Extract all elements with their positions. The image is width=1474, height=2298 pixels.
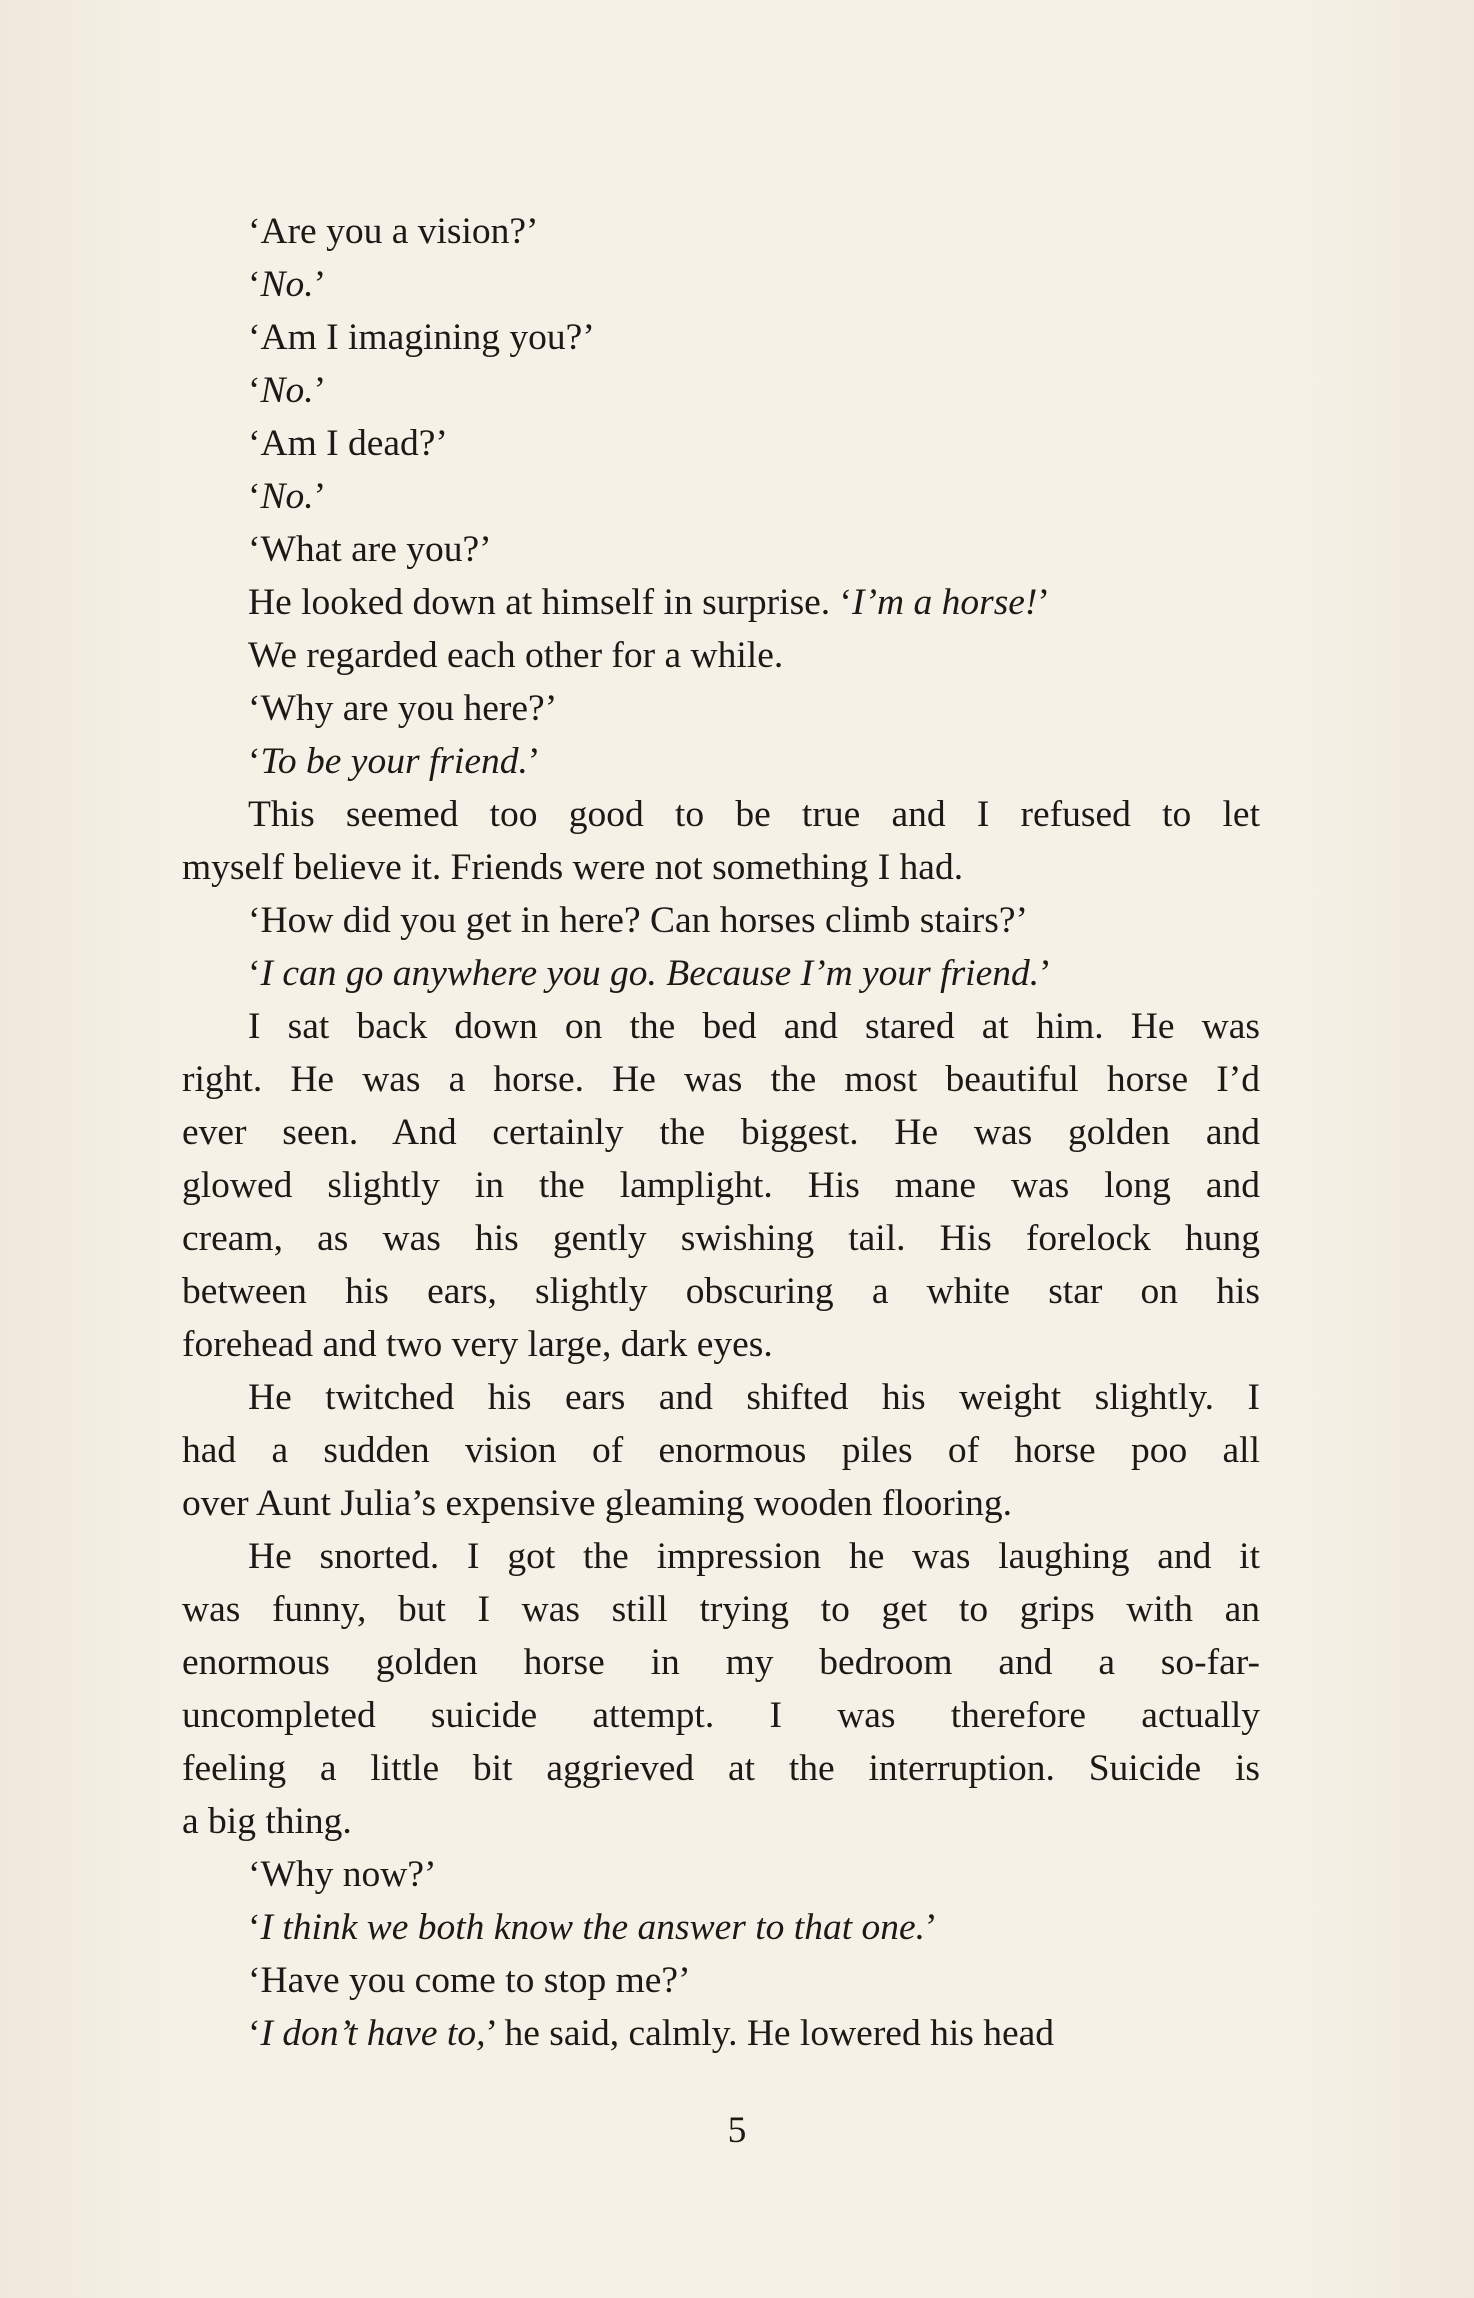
text-line xyxy=(182,1159,1260,1212)
text-segment: over Aunt Julia’s expensive gleaming wooden flooring. xyxy=(182,1483,1013,1524)
paragraph xyxy=(182,470,1260,523)
text-segment: He twitched his ears and shifted his weight slightly. I xyxy=(248,1377,1260,1418)
text-segment: ‘ xyxy=(248,264,261,305)
text-segment: We regarded each other for a while. xyxy=(248,635,784,676)
text-segment: ’ xyxy=(1039,953,1052,994)
text-segment: This seemed too good to be true and I refused to let xyxy=(248,794,1260,835)
text-segment: uncompleted suicide attempt. I was therefore actually xyxy=(182,1695,1260,1736)
text-segment: feeling a little bit aggrieved at the interruption. Suicide is xyxy=(182,1748,1260,1789)
paragraph xyxy=(182,788,1260,894)
text-segment: He looked down at himself in surprise. ‘ xyxy=(248,582,853,623)
text-line xyxy=(182,1212,1260,1265)
text-line xyxy=(182,1795,1260,1848)
text-line xyxy=(182,1742,1260,1795)
paragraph xyxy=(182,258,1260,311)
paragraph xyxy=(182,364,1260,417)
text-line xyxy=(182,1371,1260,1424)
text-segment: ’ xyxy=(313,476,327,517)
paragraph xyxy=(182,1000,1260,1371)
text-line xyxy=(182,1583,1260,1636)
text-line xyxy=(182,470,1260,523)
text-line xyxy=(182,576,1260,629)
italic-text: No. xyxy=(260,370,314,411)
paragraph xyxy=(182,2007,1260,2060)
text-line xyxy=(182,788,1260,841)
italic-text: I think we both know the answer to that one. xyxy=(260,1907,926,1948)
text-line xyxy=(182,894,1260,947)
text-line xyxy=(182,1318,1260,1371)
text-segment: a big thing. xyxy=(182,1801,352,1842)
text-line xyxy=(182,735,1260,788)
text-segment: between his ears, slightly obscuring a white star on his xyxy=(182,1271,1260,1312)
text-line xyxy=(182,2007,1260,2060)
text-line xyxy=(182,1053,1260,1106)
text-segment: cream, as was his gently swishing tail. His forelock hung xyxy=(182,1218,1260,1259)
italic-text: I’m a horse! xyxy=(852,582,1038,623)
italic-text: To be your friend. xyxy=(260,741,528,782)
paragraph xyxy=(182,311,1260,364)
text-segment: ’ he said, calmly. He lowered his head xyxy=(485,2013,1054,2054)
text-segment: ‘ xyxy=(248,2013,261,2054)
text-line xyxy=(182,1636,1260,1689)
text-line xyxy=(182,841,1260,894)
italic-text: I don’t have to, xyxy=(260,2013,486,2054)
paragraph xyxy=(182,735,1260,788)
text-segment: ’ xyxy=(925,1907,938,1948)
text-segment: forehead and two very large, dark eyes. xyxy=(182,1324,773,1365)
text-segment: ’ xyxy=(313,264,327,305)
text-segment: ’ xyxy=(313,370,327,411)
paragraph xyxy=(182,629,1260,682)
text-segment: ‘ xyxy=(248,1907,261,1948)
text-line xyxy=(182,947,1260,1000)
text-line xyxy=(182,417,1260,470)
text-segment: glowed slightly in the lamplight. His mane was long and xyxy=(182,1165,1260,1206)
paragraph xyxy=(182,205,1260,258)
text-segment: ’ xyxy=(527,741,541,782)
page-number: 5 xyxy=(727,2110,747,2151)
paragraph xyxy=(182,417,1260,470)
text-segment: ‘Why are you here?’ xyxy=(248,688,558,729)
text-segment: ‘Am I dead?’ xyxy=(248,423,448,464)
paragraph xyxy=(182,1848,1260,1901)
text-line xyxy=(182,1689,1260,1742)
paragraph xyxy=(182,1901,1260,1954)
text-segment: ‘Are you a vision?’ xyxy=(248,211,539,252)
paragraph xyxy=(182,1530,1260,1848)
text-segment: ‘Why now?’ xyxy=(248,1854,437,1895)
text-segment: ‘ xyxy=(248,476,261,517)
text-segment: ‘ xyxy=(248,370,261,411)
text-line xyxy=(182,1265,1260,1318)
text-segment: ‘Have you come to stop me?’ xyxy=(248,1960,691,2001)
text-line xyxy=(182,1106,1260,1159)
text-segment: myself believe it. Friends were not something I had. xyxy=(182,847,964,888)
text-segment: ’ xyxy=(1037,582,1050,623)
text-segment: ‘Am I imagining you?’ xyxy=(248,317,595,358)
text-segment: ever seen. And certainly the biggest. He was golden and xyxy=(182,1112,1260,1153)
italic-text: No. xyxy=(260,476,314,517)
text-segment: had a sudden vision of enormous piles of horse poo all xyxy=(182,1430,1260,1471)
text-line xyxy=(182,258,1260,311)
text-line xyxy=(182,1530,1260,1583)
text-segment: ‘What are you?’ xyxy=(248,529,492,570)
text-segment: was funny, but I was still trying to get to grips with an xyxy=(182,1589,1260,1630)
text-segment: I sat back down on the bed and stared at him. He was xyxy=(248,1006,1260,1047)
text-segment: ‘ xyxy=(248,741,261,782)
text-line xyxy=(182,1848,1260,1901)
text-line xyxy=(182,682,1260,735)
paragraph xyxy=(182,894,1260,947)
paragraph xyxy=(182,576,1260,629)
paragraph xyxy=(182,523,1260,576)
text-segment: enormous golden horse in my bedroom and a so-far- xyxy=(182,1642,1260,1683)
text-segment: ‘ xyxy=(248,953,261,994)
text-line xyxy=(182,1901,1260,1954)
paragraph xyxy=(182,947,1260,1000)
body-text xyxy=(182,205,1260,2060)
text-line xyxy=(182,1000,1260,1053)
text-segment: right. He was a horse. He was the most beautiful horse I’d xyxy=(182,1059,1260,1100)
text-line xyxy=(182,523,1260,576)
text-line xyxy=(182,1424,1260,1477)
text-line xyxy=(182,364,1260,417)
paragraph xyxy=(182,1954,1260,2007)
text-line xyxy=(182,1477,1260,1530)
text-segment: ‘How did you get in here? Can horses climb stairs?’ xyxy=(248,900,1029,941)
italic-text: I can go anywhere you go. Because I’m your friend. xyxy=(260,953,1040,994)
text-segment: He snorted. I got the impression he was laughing and it xyxy=(248,1536,1260,1577)
text-line xyxy=(182,1954,1260,2007)
italic-text: No. xyxy=(260,264,314,305)
text-line xyxy=(182,311,1260,364)
paragraph xyxy=(182,1371,1260,1530)
text-line xyxy=(182,629,1260,682)
text-line xyxy=(182,205,1260,258)
paragraph xyxy=(182,682,1260,735)
